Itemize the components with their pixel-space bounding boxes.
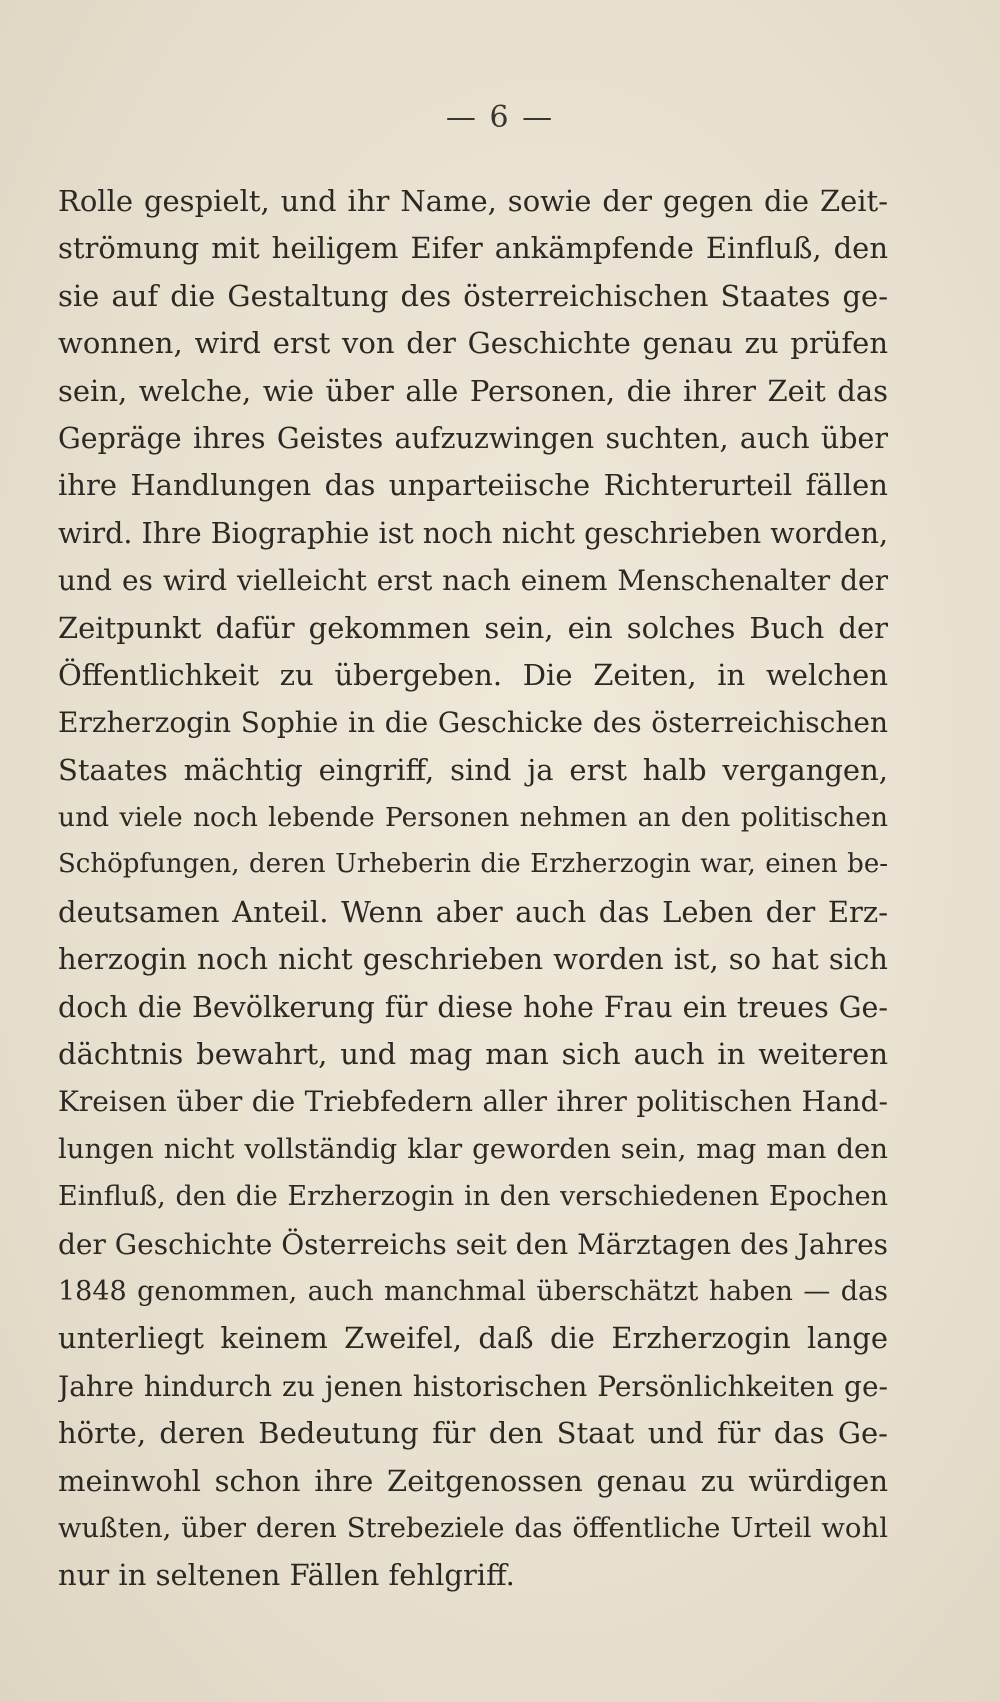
text-line: wird. Ihre Biographie ist noch nicht geschrieben worden, — [58, 516, 888, 550]
text-line: Einfluß, den die Erzherzogin in den verschiedenen Epochen — [58, 1181, 888, 1213]
text-line: lungen nicht vollständig klar geworden sein, mag man den — [58, 1132, 888, 1165]
text-line: Zeitpunkt dafür gekommen sein, ein solches Buch der — [58, 610, 888, 645]
text-line: deutsamen Anteil. Wenn aber auch das Leben der Erz- — [58, 894, 888, 929]
text-line: Jahre hindurch zu jenen historischen Persönlichkeiten ge- — [58, 1369, 888, 1403]
text-line: wonnen, wird erst von der Geschichte genau zu prüfen — [58, 326, 888, 361]
text-line: Gepräge ihres Geistes aufzuzwingen suchten, auch über — [58, 421, 888, 455]
text-line: ihre Handlungen das unparteiische Richterurteil fällen — [58, 468, 888, 503]
text-line: 1848 genommen, auch manchmal überschätzt haben — das — [58, 1275, 888, 1307]
text-line: und es wird vielleicht erst nach einem Menschenalter der — [58, 564, 888, 598]
text-line: herzogin noch nicht geschrieben worden ist, so hat sich — [58, 942, 888, 977]
text-line: Öffentlichkeit zu übergeben. Die Zeiten, in welchen — [58, 657, 888, 692]
body-text — [58, 178, 888, 1600]
text-line: doch die Bevölkerung für diese hohe Frau ein treues Ge- — [58, 990, 888, 1024]
text-line: der Geschichte Österreichs seit den Märztagen des Jahres — [58, 1227, 888, 1261]
text-line: Schöpfungen, deren Urheberin die Erzherzogin war, einen be- — [58, 849, 888, 880]
text-line: und viele noch lebende Personen nehmen an den politischen — [58, 802, 888, 834]
text-line: wußten, über deren Strebeziele das öffentliche Urteil wohl — [58, 1511, 888, 1544]
page-number: — 6 — — [445, 100, 555, 135]
text-line: Staates mächtig eingriff, sind ja erst halb vergangen, — [58, 752, 888, 787]
text-line: Erzherzogin Sophie in die Geschicke des österreichischen — [58, 706, 888, 740]
text-line: sein, welche, wie über alle Personen, die ihrer Zeit das — [58, 373, 888, 408]
text-line: nur in seltenen Fällen fehlgriff. — [58, 1558, 515, 1593]
text-line: dächtnis bewahrt, und mag man sich auch in weiteren — [58, 1037, 888, 1072]
text-line: sie auf die Gestaltung des österreichischen Staates ge- — [58, 278, 888, 313]
text-line: meinwohl schon ihre Zeitgenossen genau zu würdigen — [58, 1463, 888, 1498]
text-line: strömung mit heiligem Eifer ankämpfende Einfluß, den — [58, 231, 888, 266]
text-line: Kreisen über die Triebfedern aller ihrer politischen Hand- — [58, 1085, 888, 1119]
text-line: Rolle gespielt, und ihr Name, sowie der gegen die Zeit- — [58, 184, 888, 218]
text-line: unterliegt keinem Zweifel, daß die Erzherzogin lange — [58, 1321, 888, 1356]
text-line: hörte, deren Bedeutung für den Staat und für das Ge- — [58, 1416, 888, 1451]
